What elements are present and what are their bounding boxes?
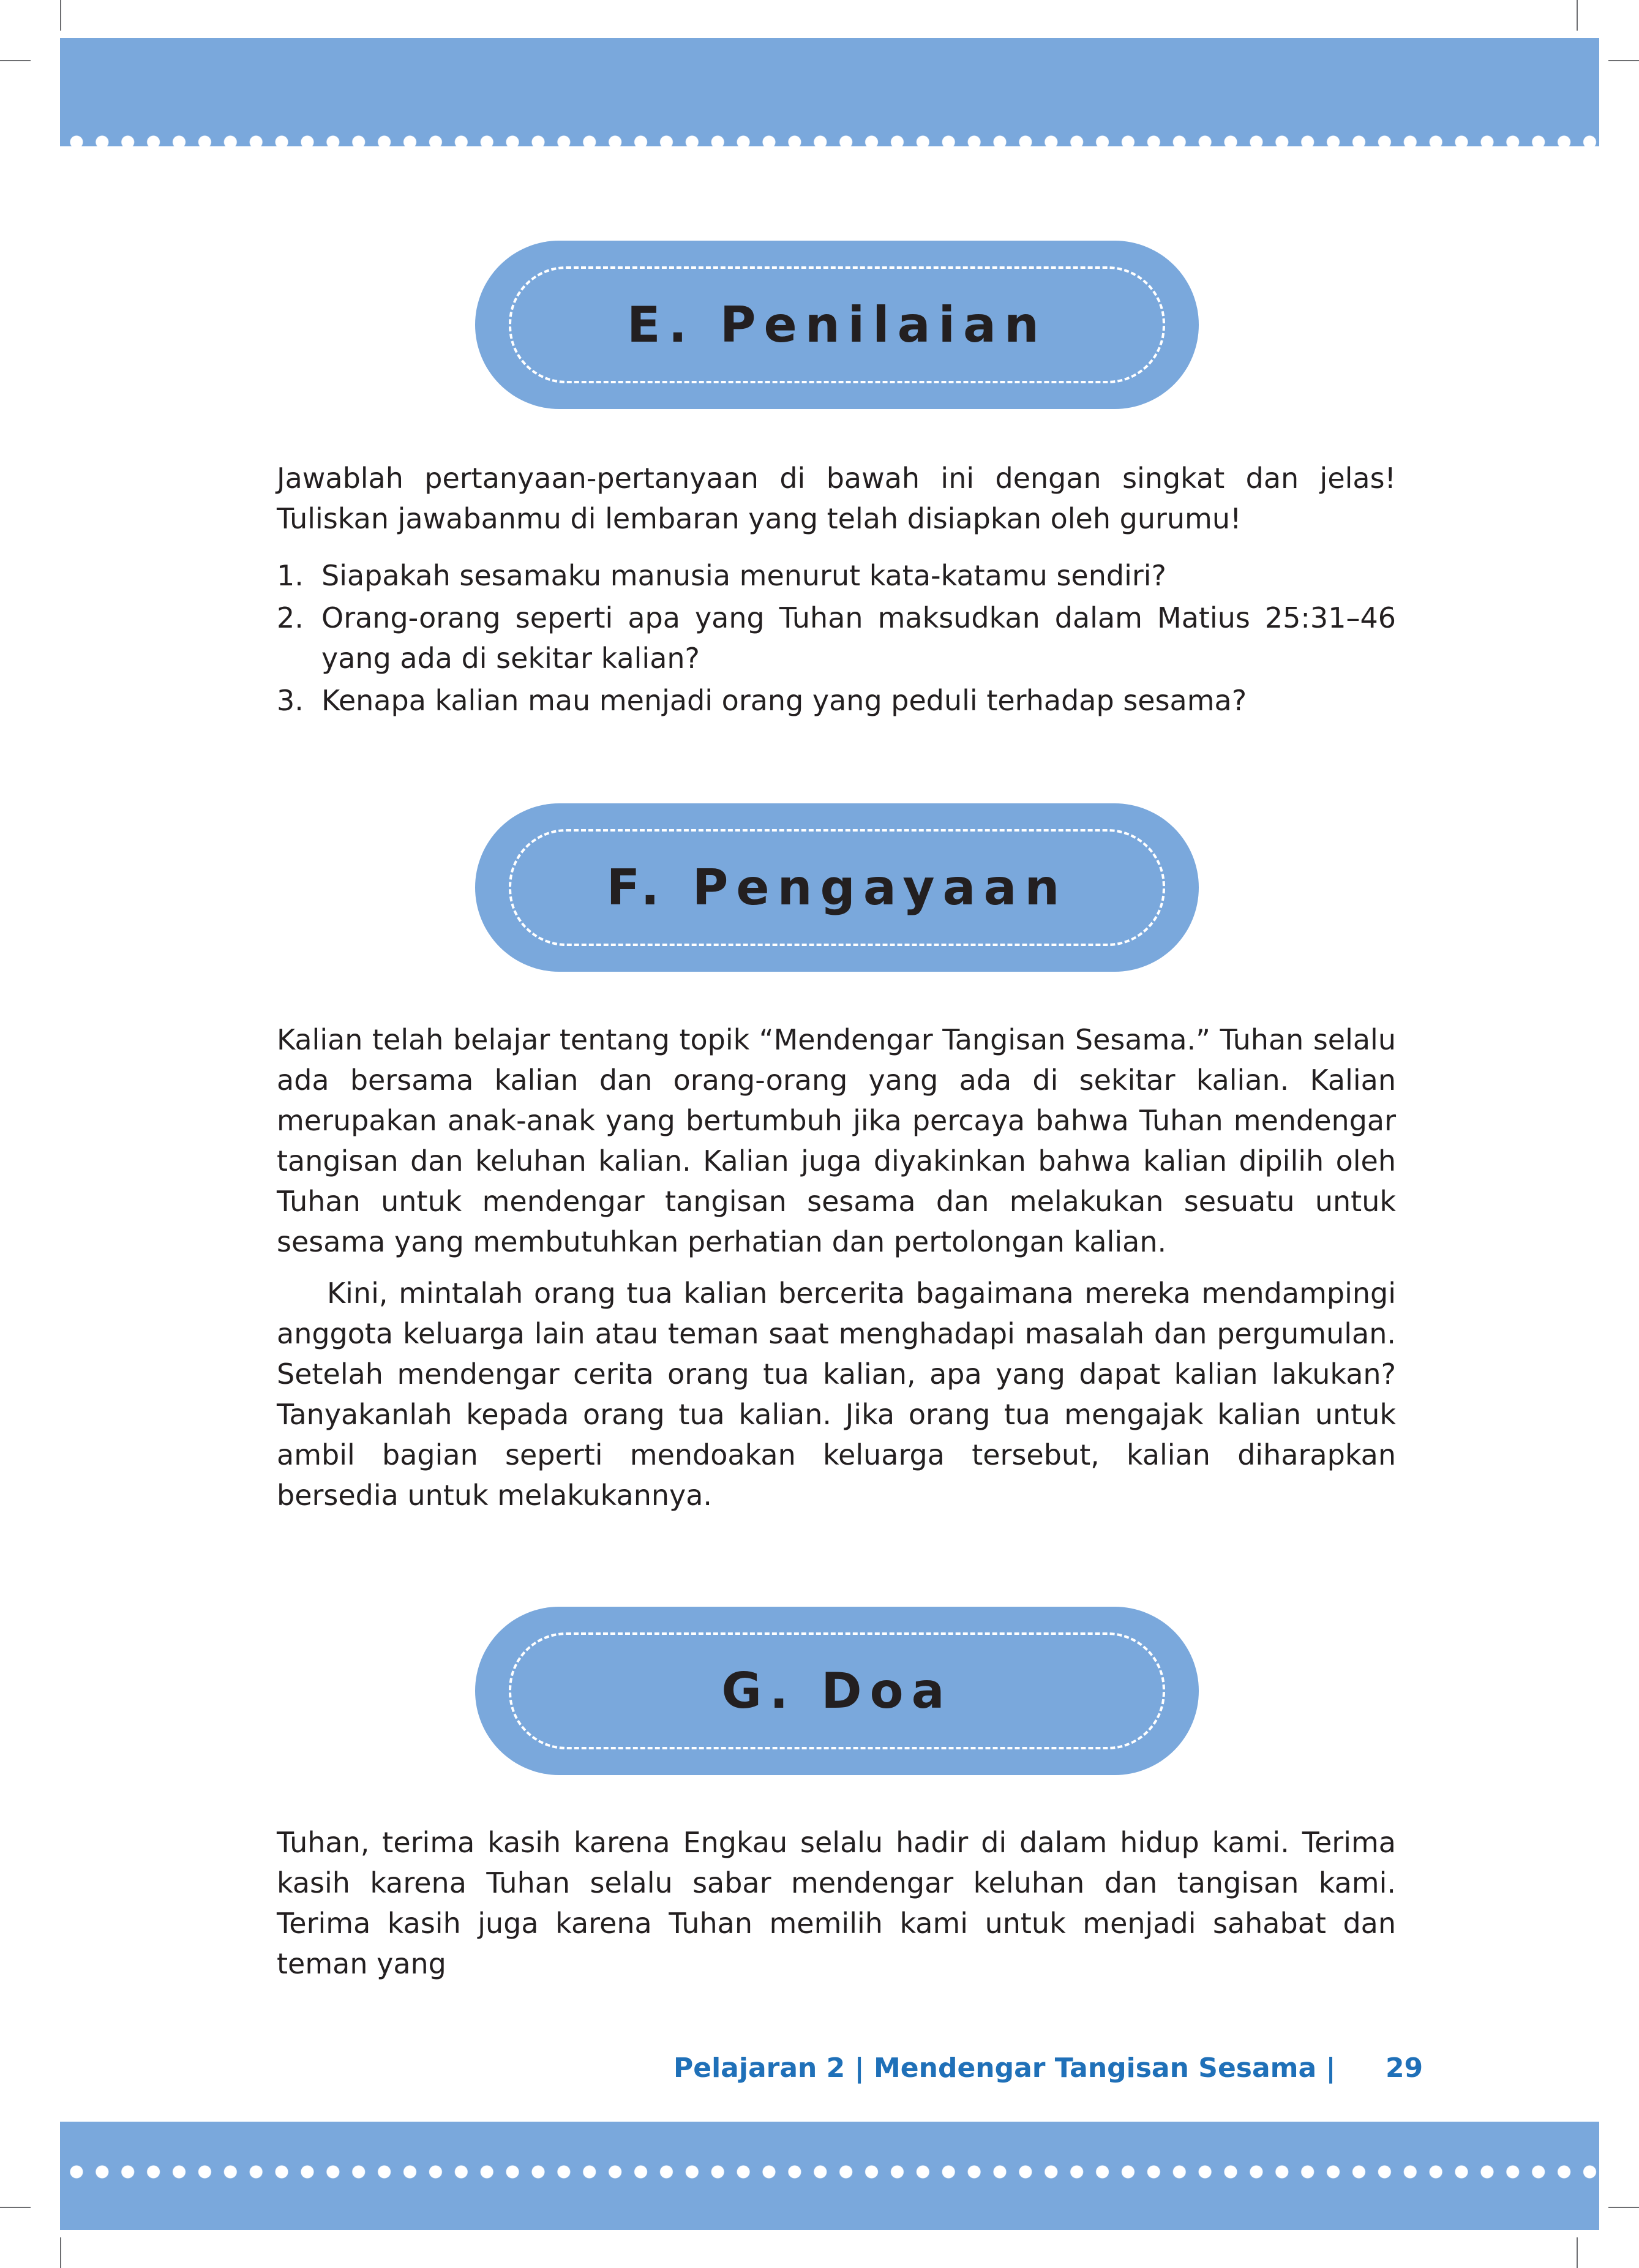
section-e-intro (277, 458, 1396, 539)
crop-mark (60, 2237, 61, 2268)
section-e-instructions: Jawablah pertanyaan-pertanyaan di bawah ini dengan singkat dan jelas! Tuliskan jawabanmu di lembaran yang telah disiapkan oleh gurumu! (277, 462, 1396, 535)
running-head: Pelajaran 2 | Mendengar Tangisan Sesama | (673, 2052, 1336, 2084)
page-number: 29 (1385, 2052, 1423, 2084)
section-f-heading (475, 803, 1199, 972)
question-number: 1. (277, 559, 304, 592)
page-footer (673, 2052, 1423, 2084)
dot-row (60, 134, 1599, 150)
crop-mark (0, 2207, 31, 2208)
crop-mark (1608, 60, 1639, 61)
list-item (277, 680, 1396, 721)
paragraph: Tuhan, terima kasih karena Engkau selalu hadir di dalam hidup kami. Terima kasih karena Tuhan selalu sabar mendengar keluhan dan tangisan kami. Terima kasih juga karena Tuhan memilih kami untuk menjadi sahabat dan teman yang (277, 1826, 1396, 1980)
question-number: 3. (277, 684, 304, 717)
paragraph: Kini, mintalah orang tua kalian bercerita bagaimana mereka mendampingi anggota keluarga lain atau teman saat menghadapi masalah dan pergumulan. Setelah mendengar cerita orang tua kalian, apa yang dapat kalian lakukan? Tanyakanlah kepada orang tua kalian. Jika orang tua mengajak kalian untuk ambil bagian seperti mendoakan keluarga tersebut, kalian diharapkan bersedia untuk melakukannya. (277, 1277, 1396, 1512)
crop-mark (1577, 2237, 1578, 2268)
crop-mark (60, 0, 61, 31)
crop-mark (1608, 2207, 1639, 2208)
question-number: 2. (277, 601, 304, 634)
crop-mark (0, 60, 31, 61)
section-f-body (277, 1019, 1396, 1515)
header-band (60, 38, 1599, 146)
question-list (277, 555, 1396, 723)
section-e-title: E. Penilaian (627, 296, 1047, 353)
question-text: Orang-orang seperti apa yang Tuhan maksudkan dalam Matius 25:31–46 yang ada di sekitar kalian? (321, 601, 1396, 675)
section-g-body (277, 1822, 1396, 1984)
section-g-heading (475, 1607, 1199, 1775)
paragraph: Kalian telah belajar tentang topik “Mendengar Tangisan Sesama.” Tuhan selalu ada bersama kalian dan orang-orang yang ada di sekitar kalian. Kalian merupakan anak-anak yang bertumbuh jika percaya bahwa Tuhan mendengar tangisan dan keluhan kalian. Kalian juga diyakinkan bahwa kalian dipilih oleh Tuhan untuk mendengar tangisan sesama dan melakukan sesuatu untuk sesama yang membutuhkan perhatian dan pertolongan kalian. (277, 1023, 1396, 1258)
dot-row (60, 2164, 1599, 2180)
question-text: Siapakah sesamaku manusia menurut kata-katamu sendiri? (321, 559, 1166, 592)
section-g-title: G. Doa (721, 1662, 953, 1719)
question-text: Kenapa kalian mau menjadi orang yang peduli terhadap sesama? (321, 684, 1247, 717)
list-item (277, 598, 1396, 678)
section-f-title: F. Pengayaan (606, 859, 1068, 916)
footer-band (60, 2122, 1599, 2230)
list-item (277, 555, 1396, 596)
crop-mark (1577, 0, 1578, 31)
section-e-heading (475, 241, 1199, 409)
